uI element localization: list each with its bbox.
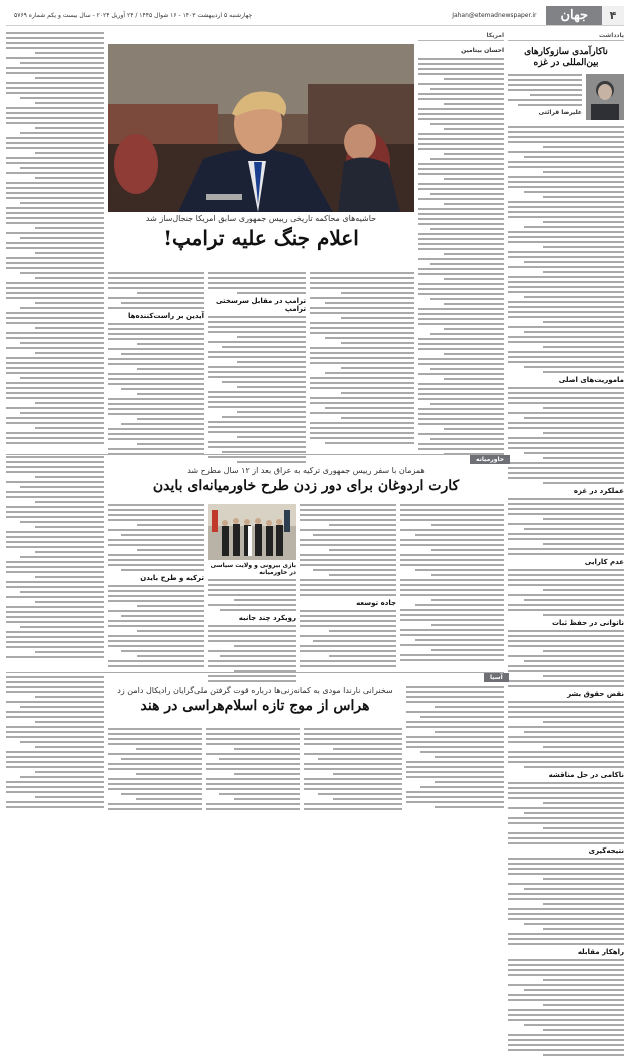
india-body-col-2 [304,728,402,814]
erdogan-body-col-1 [400,504,504,668]
trump-kicker: حاشیه‌های محاکمه تاریخی رییس جمهوری سابق امریکا جنجال‌ساز شد [145,214,377,223]
page-number: ۴ [602,6,624,25]
notes-subhead-5: نقض حقوق بشر [567,689,624,698]
asia-tag: آسیا [484,673,509,682]
page-header [6,6,624,26]
section-title: جهان [546,6,602,25]
india-headline: هراس از موج تازه اسلام‌هراسی در هند [140,698,370,714]
india-body-col-1 [406,686,504,814]
trump-subhead-3: آیدین بر راست‌کننده‌ها [127,312,204,320]
india-header [108,686,402,726]
trump-header [108,214,414,270]
erdogan-headline: کارت اردوغان برای دور زدن طرح خاورمیانه‌ای بایدن [152,478,460,494]
left-column-bottom [6,676,104,814]
header-email: Jahan@etemadnewspaper.ir [452,12,537,19]
left-column-middle [6,456,104,668]
erdogan-photo-caption: بازی بیرونی و ولایت سیاسی در خاورمیانه [210,562,296,576]
erdogan-body-col-4 [108,504,204,668]
america-column [418,32,504,450]
notes-label: یادداشت [508,32,624,41]
notes-subhead-4: ناتوانی در حفظ ثبات [551,618,624,627]
divider-asia [6,672,504,673]
trump-body-col-3 [108,272,204,450]
notes-subhead-8: راهکار مقابله [577,947,624,956]
erdogan-body-col-2 [300,504,396,668]
india-body-col-4 [108,728,202,814]
notes-subhead-6: ناکامی در حل مناقشه [548,770,624,779]
erdogan-subhead-1: جاده توسعه [356,599,396,607]
erdogan-subhead-3: ترکیه و طرح بایدن [140,574,204,582]
divider-middle-east [6,454,504,455]
erdogan-subhead-2: رویکرد چند جانبه [238,614,296,622]
author-photo [586,74,624,120]
trump-body-col-1 [310,272,414,450]
notes-subhead-7: نتیجه‌گیری [588,846,624,855]
america-author: احسان بیتامین [461,47,504,54]
notes-subhead-1: ماموریت‌های اصلی [558,375,624,384]
india-kicker: سخنرانی نارندا مودی به کمانه‌زنی‌ها درباره قوت گرفتن ملی‌گرایان رادیکال دامن زد [117,686,393,695]
notes-author: علیرضا قرائتی [538,108,582,116]
trump-subhead-2: ترامپ در مقابل سرسختی ترامپ [215,297,306,313]
erdogan-body-col-3 [208,562,296,668]
trump-photo [108,44,414,212]
notes-subhead-2: عملکرد در غزه [573,486,624,495]
left-column-top [6,32,104,450]
trump-body-col-2 [208,272,306,450]
notes-headline: ناکارآمدی سازوکارهای بین‌المللی در غزه [524,47,608,68]
erdogan-photo [208,504,296,560]
india-body-col-3 [206,728,300,814]
notes-column [508,32,624,956]
notes-subhead-3: عدم کارایی [584,557,624,566]
middle-east-tag: خاورمیانه [470,455,510,464]
header-dateline: چهارشنبه ۵ اردیبهشت ۱۴۰۳ - ۱۶ شوال ۱۴۴۵ / ۲۴ آوریل ۲۰۲۴ - سال بیست و یکم شماره ۵۷۶۹ [14,12,253,19]
trump-headline: اعلام جنگ علیه ترامپ! [163,226,359,250]
erdogan-kicker: همزمان با سفر رییس جمهوری ترکیه به عراق بعد از ۱۲ سال مطرح شد [187,466,425,475]
america-label: امریکا [418,32,504,41]
erdogan-header [108,466,504,502]
